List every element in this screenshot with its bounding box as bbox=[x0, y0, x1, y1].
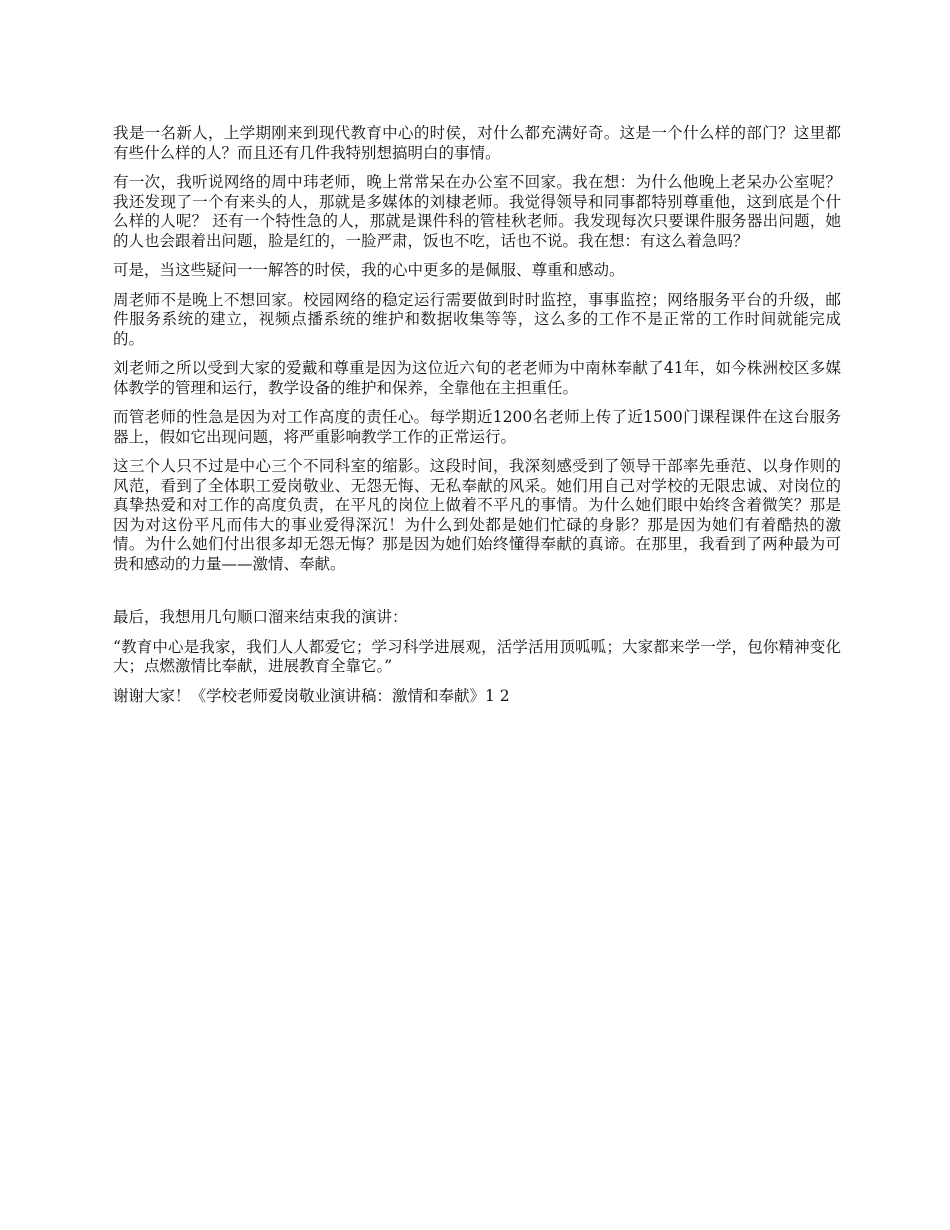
paragraph-closing-intro: 最后，我想用几句顺口溜来结束我的演讲： bbox=[113, 608, 408, 626]
paragraph-thanks: 谢谢大家！《学校老师爱岗敬业演讲稿：激情和奉献》1 2 bbox=[113, 686, 510, 705]
paragraph-zhou: 周老师不是晚上不想回家。校园网络的稳定运行需要做到时时监控，事事监控；网络服务平台的升级，邮件服务系统的建立，视频点播系统的维护和数据收集等等，这么多的工作不是正常的工作时间就能完成的。 bbox=[113, 290, 841, 348]
paragraph-summary: 这三个人只不过是中心三个不同科室的缩影。这段时间，我深刻感受到了领导干部率先垂范、以身作则的风范，看到了全体职工爱岗敬业、无怨无悔、无私奉献的风采。她们用自己对学校的无限忠诚、对岗位的真挚热爱和对工作的高度负责，在平凡的岗位上做着不平凡的事情。为什么她们眼中始终含着微笑？那是因为对这份平凡而伟大的事业爱得深沉！为什么到处都是她们忙碌的身影？那是因为她们有着酷热的激情。为什么她们付出很多却无怨无悔？那是因为她们始终懂得奉献的真谛。在那里，我看到了两种最为可贵和感动的力量——激情、奉献。 bbox=[113, 457, 841, 573]
paragraph-rhyme: “教育中心是我家，我们人人都爱它；学习科学进展观，活学活用顶呱呱；大家都来学一学，包你精神变化大；点燃激情比奉献，进展教育全靠它。” bbox=[113, 637, 841, 675]
document-body bbox=[113, 124, 841, 716]
paragraph-intro: 我是一名新人，上学期刚来到现代教育中心的时侯，对什么都充满好奇。这是一个什么样的部门？这里都有些什么样的人？而且还有几件我特别想搞明白的事情。 bbox=[113, 124, 841, 162]
paragraph-guan: 而管老师的性急是因为对工作高度的责任心。每学期近1200名老师上传了近1500门课程课件在这台服务器上，假如它出现问题，将严重影响教学工作的正常运行。 bbox=[113, 408, 841, 446]
paragraph-answers: 可是，当这些疑问一一解答的时侯，我的心中更多的是佩服、尊重和感动。 bbox=[113, 261, 625, 279]
paragraph-questions: 有一次，我听说网络的周中玮老师，晚上常常呆在办公室不回家。我在想：为什么他晚上老呆办公室呢？我还发现了一个有来头的人，那就是多媒体的刘棣老师。我觉得领导和同事都特别尊重他，这到底是个什么样的人呢？ 还有一个特性急的人，那就是课件科的管桂秋老师。我发现每次只要课件服务器出问题，她的人也会跟着出问题，脸是红的，一脸严肃，饭也不吃，话也不说。我在想：有这么着急吗？ bbox=[113, 173, 841, 250]
paragraph-liu: 刘老师之所以受到大家的爱戴和尊重是因为这位近六旬的老老师为中南林奉献了41年，如今株洲校区多媒体教学的管理和运行，教学设备的维护和保养，全靠他在主担重任。 bbox=[113, 359, 841, 397]
